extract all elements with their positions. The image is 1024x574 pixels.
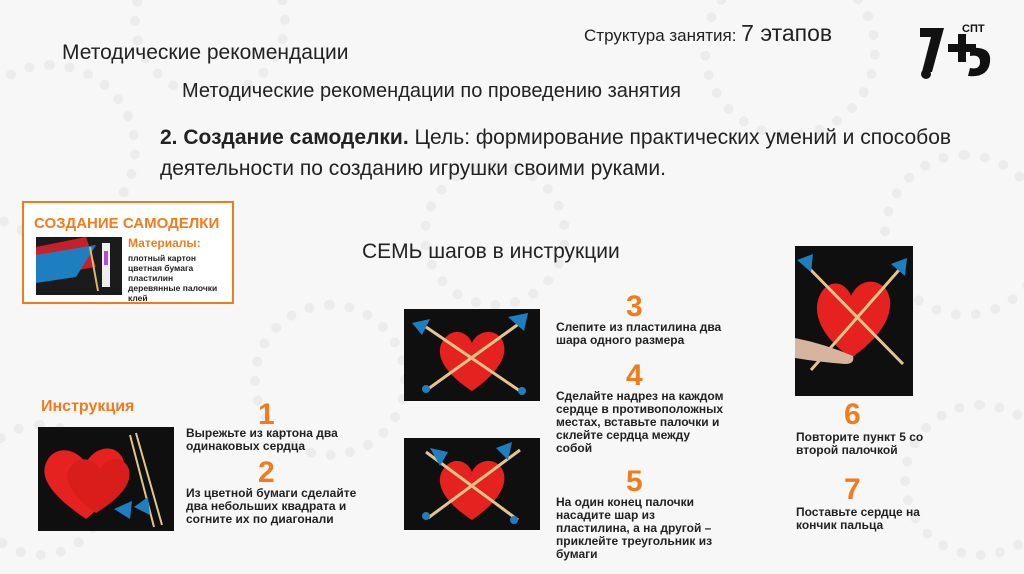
photo-heart-with-sticks bbox=[404, 309, 540, 401]
step-text: Слепите из пластилина два шара одного размера bbox=[556, 320, 722, 347]
photo-hearts-and-sticks bbox=[38, 427, 174, 531]
materials-card bbox=[22, 201, 234, 304]
step-text: Повторите пункт 5 со второй палочкой bbox=[796, 430, 924, 457]
step-number: 6 bbox=[844, 398, 861, 431]
materials-item: клей bbox=[128, 293, 148, 303]
structure-label: Структура занятия: bbox=[584, 26, 737, 45]
step-number: 2 bbox=[258, 456, 275, 489]
photo-heart-with-sticks bbox=[404, 438, 540, 530]
materials-item: плотный картон bbox=[128, 253, 196, 263]
materials-list bbox=[128, 253, 217, 303]
lesson-structure bbox=[584, 20, 832, 47]
logo bbox=[918, 22, 994, 80]
instruction-title: Инструкция bbox=[41, 398, 135, 415]
materials-card-title: СОЗДАНИЕ САМОДЕЛКИ bbox=[34, 215, 220, 232]
materials-item: пластилин bbox=[128, 273, 174, 283]
materials-item: цветная бумага bbox=[128, 263, 194, 273]
step-text: Вырежьте из картона два одинаковых сердца bbox=[186, 426, 338, 453]
logo-icon bbox=[918, 22, 994, 80]
background-gear bbox=[900, 400, 1024, 560]
materials-photo bbox=[36, 237, 122, 295]
page-title: Методические рекомендации bbox=[62, 41, 349, 64]
step-text: Сделайте надрез на каждом сердце в противоположных местах, вставьте палочки и склейте сердца между собой bbox=[556, 389, 724, 455]
stage-goal-text: Цель: формирование практических умений и способов деятельности по созданию игрушки своими руками. bbox=[160, 126, 952, 180]
step-number: 1 bbox=[258, 398, 275, 431]
stage-goal bbox=[160, 122, 960, 184]
stage-number: 2. bbox=[160, 126, 178, 149]
step-text: Поставьте сердце на кончик пальца bbox=[796, 505, 920, 532]
stage-heading: Создание самоделки. bbox=[183, 126, 409, 149]
step-number: 7 bbox=[844, 473, 861, 506]
materials-item: деревянные палочки bbox=[128, 283, 218, 293]
structure-value: 7 этапов bbox=[741, 20, 833, 46]
steps-title: СЕМЬ шагов в инструкции bbox=[362, 240, 620, 263]
step-number: 4 bbox=[626, 359, 643, 392]
materials-heading: Материалы: bbox=[128, 236, 201, 250]
step-text: Из цветной бумаги сделайте два небольших квадрата и согните их по диагонали bbox=[186, 486, 357, 526]
page-subtitle: Методические рекомендации по проведению занятия bbox=[182, 80, 681, 102]
step-number: 5 bbox=[626, 465, 643, 498]
step-text: На один конец палочки насадите шар из пластилина, а на другой –приклейте треугольник из бумаги bbox=[556, 495, 713, 561]
photo-heart-on-finger bbox=[795, 246, 913, 396]
step-number: 3 bbox=[626, 290, 643, 323]
logo-text: СПТ bbox=[962, 23, 985, 35]
